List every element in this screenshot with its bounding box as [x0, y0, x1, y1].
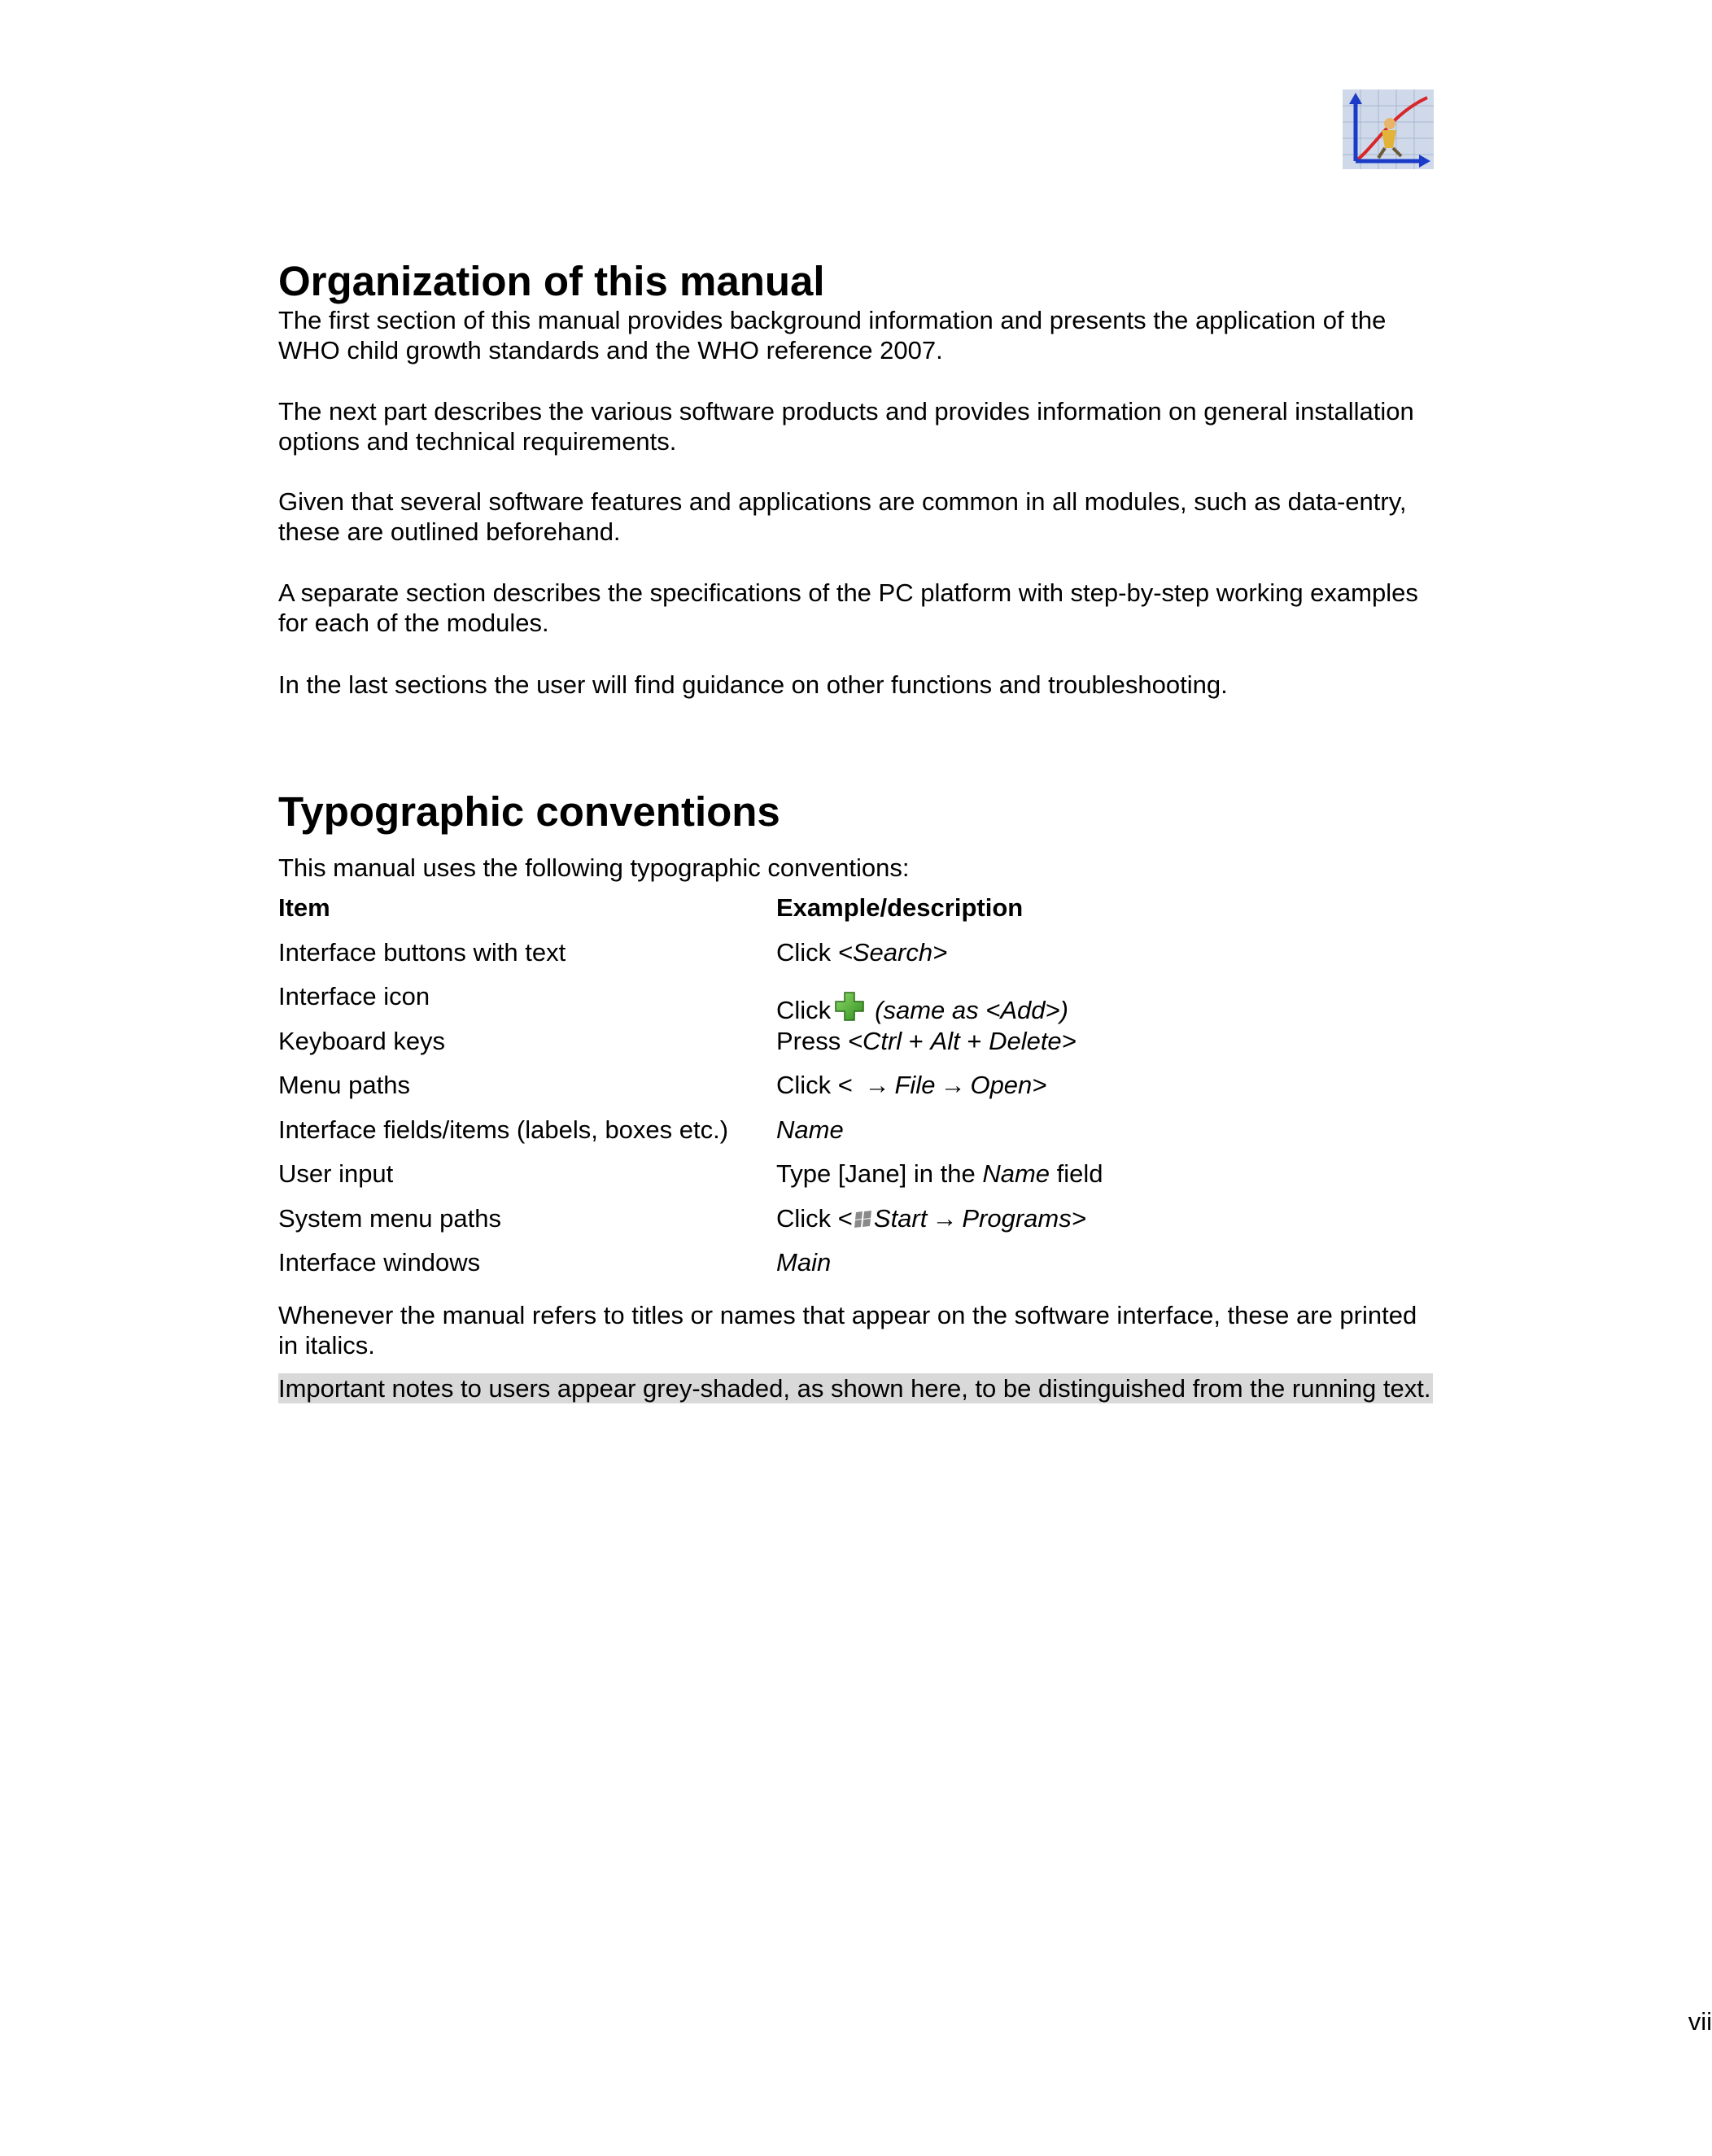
- section-title-organization: Organization of this manual: [278, 258, 825, 304]
- table-row: [278, 1203, 1442, 1248]
- row-example: [776, 1026, 1077, 1056]
- example-italic: Main: [776, 1248, 832, 1277]
- typographic-intro: This manual uses the following typographic conventions:: [278, 853, 910, 882]
- row-example: [776, 1203, 1086, 1233]
- row-item: Interface fields/items (labels, boxes etc.): [278, 1115, 729, 1144]
- row-item: Menu paths: [278, 1071, 410, 1099]
- table-row: [278, 981, 1442, 1026]
- example-italic: (same as <Add>): [875, 996, 1068, 1024]
- paragraph: Given that several software features and applications are common in all modules, such as data-entry, these are outlined beforehand.: [278, 487, 1407, 546]
- italics-footnote: Whenever the manual refers to titles or names that appear on the software interface, these are printed in italics.: [278, 1301, 1417, 1360]
- row-example: [776, 937, 947, 967]
- row-example: [776, 1159, 1103, 1189]
- row-example: [776, 1115, 844, 1145]
- example-text: Click: [776, 996, 832, 1024]
- page-number: vii: [1688, 2007, 1712, 2036]
- row-item: Interface windows: [278, 1248, 481, 1277]
- example-text: Type [Jane] in the: [776, 1159, 983, 1188]
- paragraph: A separate section describes the specifications of the PC platform with step-by-step working examples for each of the modules.: [278, 578, 1418, 637]
- example-italic: Open>: [970, 1071, 1047, 1099]
- header-item: Item: [278, 893, 330, 922]
- example-italic: Name: [982, 1159, 1050, 1188]
- example-text: Press: [776, 1026, 848, 1055]
- row-item: User input: [278, 1159, 394, 1188]
- paragraph: The next part describes the various software products and provides information on general installation options and technical requirements.: [278, 397, 1414, 456]
- example-text: field: [1050, 1159, 1103, 1188]
- growth-chart-logo-icon: [1343, 89, 1434, 169]
- row-item: Interface buttons with text: [278, 937, 566, 967]
- example-italic: <Ctrl: [847, 1026, 902, 1055]
- row-item: Keyboard keys: [278, 1026, 446, 1055]
- example-italic: Delete>: [989, 1026, 1077, 1055]
- table-row: [278, 1159, 1442, 1203]
- row-example: [776, 1070, 1046, 1100]
- plus-sign: +: [902, 1026, 931, 1055]
- arrow-icon: →: [932, 1203, 958, 1233]
- example-text: Click <: [776, 1203, 853, 1233]
- table-row: [278, 1247, 1442, 1292]
- conventions-table: [278, 893, 1442, 1292]
- table-row: [278, 1115, 1442, 1159]
- example-italic: Name: [776, 1115, 844, 1144]
- example-italic: Start: [873, 1203, 928, 1233]
- example-text: Click <: [776, 1071, 860, 1099]
- section-title-typographic: Typographic conventions: [278, 788, 780, 835]
- header-example: Example/description: [776, 893, 1024, 922]
- example-text: Click: [776, 937, 838, 967]
- example-italic: <Search>: [837, 937, 948, 967]
- row-item: Interface icon: [278, 982, 430, 1010]
- start-icon: [853, 1205, 874, 1223]
- plus-sign: +: [959, 1026, 989, 1055]
- row-item: System menu paths: [278, 1203, 501, 1233]
- table-row: [278, 1070, 1442, 1115]
- table-row: [278, 937, 1442, 982]
- arrow-icon: →: [940, 1071, 966, 1099]
- plus-icon: [834, 991, 865, 1022]
- row-example: [776, 991, 1068, 1025]
- table-row: [278, 1026, 1442, 1071]
- example-italic: Programs>: [962, 1203, 1086, 1233]
- shaded-note: Important notes to users appear grey-shaded, as shown here, to be distinguished from the running text.: [278, 1374, 1431, 1403]
- arrow-icon: →: [864, 1071, 890, 1099]
- table-header: [278, 893, 1442, 937]
- example-italic: File: [894, 1071, 936, 1099]
- paragraph: In the last sections the user will find guidance on other functions and troubleshooting.: [278, 670, 1228, 699]
- row-example: [776, 1247, 831, 1277]
- example-italic: Alt: [930, 1026, 960, 1055]
- paragraph: The first section of this manual provides background information and presents the application of the WHO child growth standards and the WHO reference 2007.: [278, 306, 1387, 364]
